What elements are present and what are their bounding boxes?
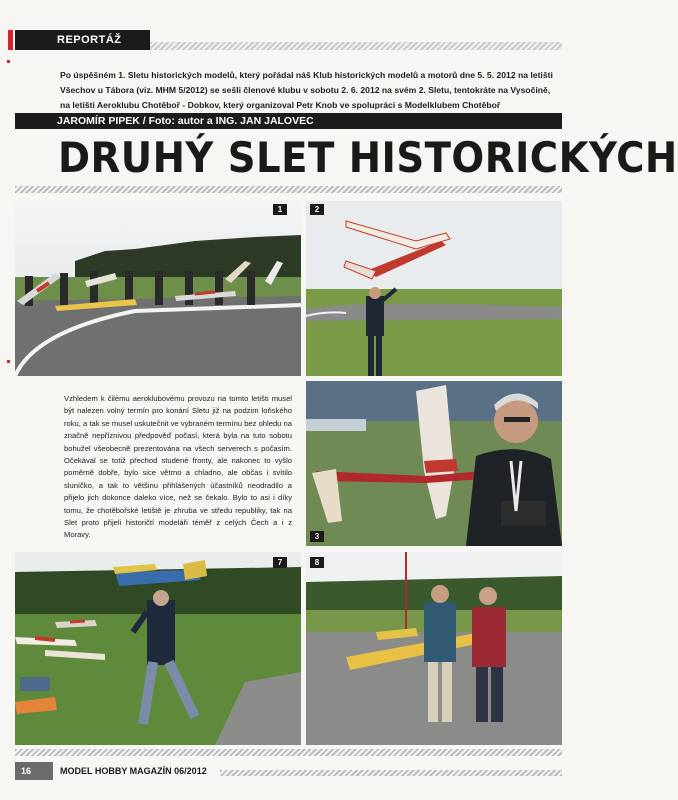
photo-7-number: 7	[273, 557, 287, 568]
photo-8-number: 8	[310, 557, 324, 568]
photo-1	[15, 201, 301, 376]
article-body: Vzhledem k čilému aeroklubovému provozu na tomto letišti musel být nalezen volný termín pro konání Sletu již na podzim loňského roku, a tak se musel uskutečnit ve vybraném termínu bez ohledu na značně nepříznivou předpověď počasí, která byla na tuto sobotu bohužel všeobecně prezentována na všech serverech s počasím. Očekával se totiž přechod studené fronty, ale nakonec to vyšlo poměrně dobře, bylo sice větrno a chladno, ale občas i svítilo sluníčko, a tak to většinu přihlášených účastníků neodradilo a přijelo jich dokonce daleko více, než se čekalo. Bylo to asi i díky tomu, že chotěbořské letiště je zhruba ve středu republiky, tak na Slet proto přijeli historičtí modeláři téměř z celých Čech a i z Moravy.	[64, 394, 292, 540]
title-divider-stripe	[15, 186, 562, 193]
photo-8	[306, 552, 562, 745]
photo-3-number: 3	[310, 531, 324, 542]
photo-2-number: 2	[310, 204, 324, 215]
photo-2	[306, 201, 562, 376]
photo-7	[15, 552, 301, 745]
footer-stripe	[220, 770, 562, 776]
article-intro: Po úspěšném 1. Sletu historických modelů, který pořádal náš Klub historických modelů a motorů dne 5. 5. 2012 na letišti Všechov u Tábora (viz. MHM 5/2012) se sešli členové klubu v sobotu 2. 6. 2012 na svém 2. Sletu, tentokráte na Vysočině, na letišti Aeroklubu Chotěboř - Dobkov, který organizoval Petr Knob ve spolupráci s Modelklubem Chotěboř	[60, 70, 553, 110]
photo-3	[306, 381, 562, 546]
section-label: REPORTÁŽ	[15, 30, 150, 50]
photo-1-number: 1	[273, 204, 287, 215]
header-stripe	[150, 42, 562, 50]
page-number: 16	[15, 762, 53, 780]
edge-marks	[7, 60, 10, 760]
section-accent-bar	[8, 30, 13, 50]
article-byline: JAROMÍR PIPEK / Foto: autor a ING. JAN JALOVEC	[15, 113, 562, 129]
magazine-name: MODEL HOBBY MAGAZÍN 06/2012	[60, 766, 207, 776]
footer-divider-stripe	[15, 749, 562, 756]
article-title: DRUHÝ SLET HISTORICKÝCH	[58, 133, 678, 182]
